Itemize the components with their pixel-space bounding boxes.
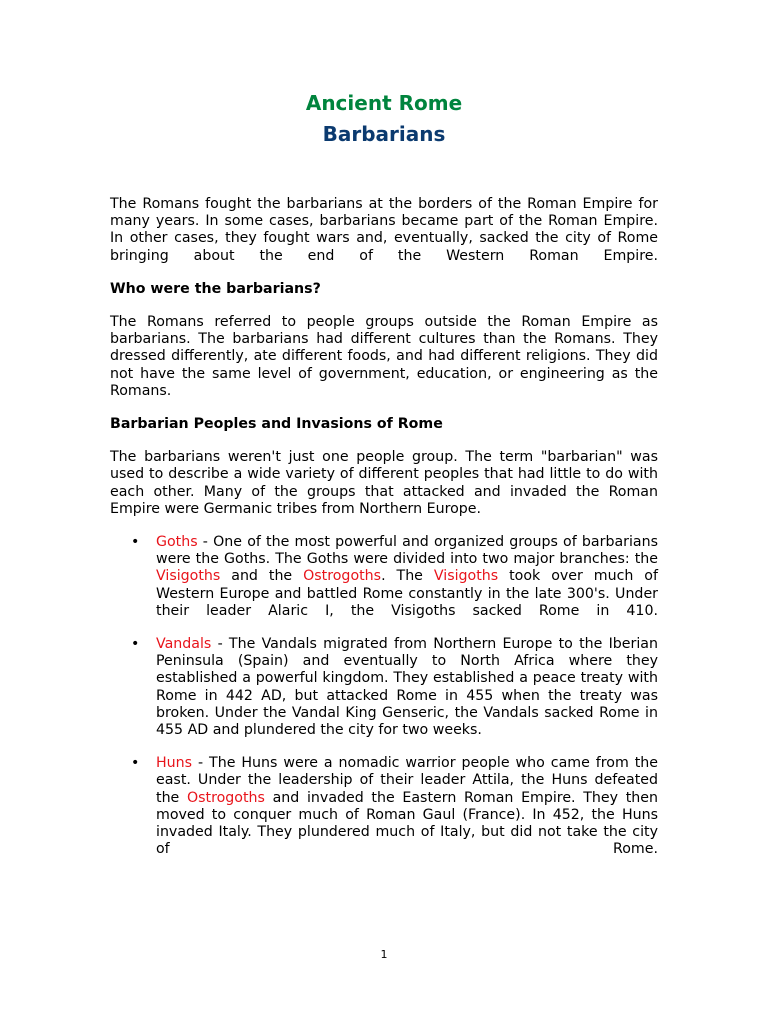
goths-text-1: - One of the most powerful and organized groups of barbarians were the Goths. The Goths were divided into two major branches: the	[156, 534, 658, 568]
goths-link: Goths	[156, 534, 198, 551]
visigoths-link-2: Visigoths	[433, 568, 499, 585]
list-item-vandals	[110, 636, 658, 739]
bullet-icon: •	[131, 636, 140, 653]
visigoths-link: Visigoths	[156, 568, 221, 585]
ostrogoths-link: Ostrogoths	[303, 568, 382, 585]
page-subtitle: Barbarians	[322, 122, 446, 146]
section-heading-invasions: Barbarian Peoples and Invasions of Rome	[110, 416, 443, 433]
invasions-paragraph: The barbarians weren't just one people group. The term "barbarian" was used to describe a wide variety of different peoples that had little to do with each other. Many of the groups that attacked and invaded the Roman Empire were Germanic tribes from Northern Europe.	[110, 449, 658, 517]
who-paragraph: The Romans referred to people groups outside the Roman Empire as barbarians. The barbarians had different cultures than the Romans. They dressed differently, ate different foods, and had different religions. They did not have the same level of government, education, or engineering as the Romans.	[110, 314, 658, 399]
huns-text-2: and invaded the Eastern Roman Empire. They then moved to conquer much of Roman Gaul (France). In 452, the Huns invaded Italy. They plundered much of Italy, but did not take the city of Rome.	[156, 789, 658, 858]
barbarian-list	[110, 534, 658, 858]
title-block	[0, 88, 768, 150]
list-item-goths	[110, 534, 658, 620]
page-title: Ancient Rome	[305, 91, 463, 115]
vandals-link: Vandals	[156, 636, 212, 653]
goths-text-4: took over much of Western Europe and battled Rome constantly in the late 300's. Under their leader Alaric I, the Visigoths sacked Rome in 410.	[156, 568, 658, 619]
ostrogoths-link-2: Ostrogoths	[186, 789, 265, 806]
intro-paragraph: The Romans fought the barbarians at the borders of the Roman Empire for many years. In some cases, barbarians became part of the Roman Empire. In other cases, they fought wars and, eventually, sacked the city of Rome bringing about the end of the Western Roman Empire.	[110, 196, 658, 264]
list-item-huns	[110, 755, 658, 858]
section-heading-who: Who were the barbarians?	[110, 280, 321, 297]
huns-text-1: - The Huns were a nomadic warrior people who came from the east. Under the leadership of their leader Attila, the Huns defeated the	[156, 755, 658, 806]
vandals-text: - The Vandals migrated from Northern Europe to the Iberian Peninsula (Spain) and eventually to North Africa where they established a powerful kingdom. They established a peace treaty with Rome in 442 AD, but attacked Rome in 455 when the treaty was broken. Under the Vandal King Genseric, the Vandals sacked Rome in 455 AD and plundered the city for two weeks.	[156, 636, 658, 739]
bullet-icon: •	[131, 755, 140, 772]
goths-text-3: . The	[381, 568, 434, 585]
goths-text-2: and the	[220, 568, 304, 585]
bullet-icon: •	[131, 534, 140, 551]
huns-link: Huns	[156, 755, 193, 772]
page-number: 1	[380, 948, 388, 961]
document-body	[110, 196, 658, 875]
